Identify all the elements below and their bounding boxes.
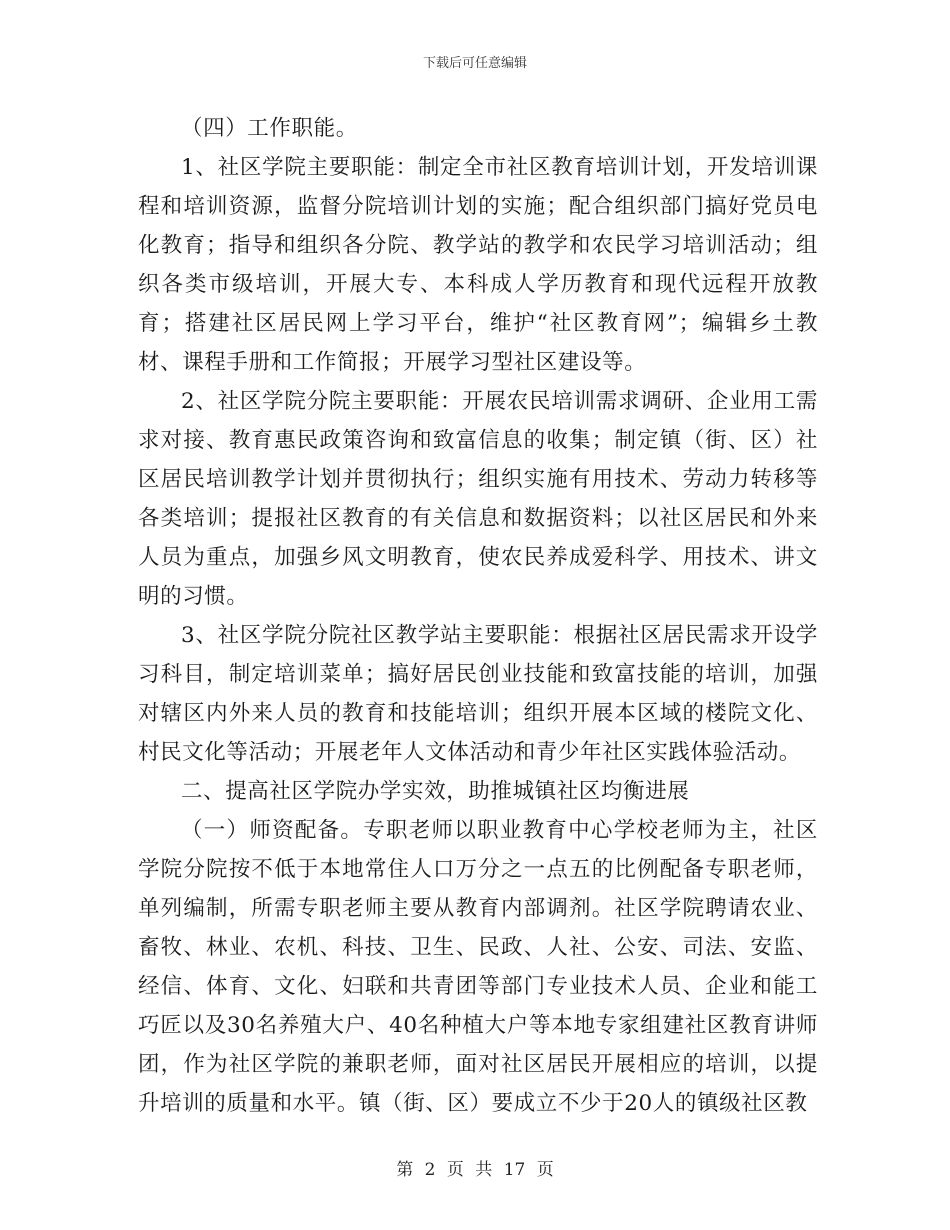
paragraph-station-functions: 3、社区学院分院社区教学站主要职能：根据社区居民需求开设学习科目，制定培训菜单；搞好居民创业技能和致富技能的培训，加强对辖区内外来人员的教育和技能培训；组织开展本区域的楼院文化、村民文化等活动；开展老年人文体活动和青少年社区实践体验活动。 <box>138 623 818 765</box>
section-heading-effectiveness: 二、提高社区学院办学实效，助推城镇社区均衡进展 <box>181 779 690 804</box>
page-header: 下载后可任意编辑 <box>422 56 527 71</box>
paragraph-college-functions: 1、社区学院主要职能：制定全市社区教育培训计划，开发培训课程和培训资源，监督分院培训计划的实施；配合组织部门搞好党员电化教育；指导和组织各分院、教学站的教学和农民学习培训活动；组织各类市级培训，开展大专、本科成人学历教育和现代远程开放教育；搭建社区居民网上学习平台，维护“社区教育网”；编辑乡土教材、课程手册和工作简报；开展学习型社区建设等。 <box>138 155 818 375</box>
document-body <box>138 109 818 1123</box>
paragraph-branch-functions: 2、社区学院分院主要职能：开展农民培训需求调研、企业用工需求对接、教育惠民政策咨询和致富信息的收集；制定镇（街、区）社区居民培训教学计划并贯彻执行；组织实施有用技术、劳动力转移等各类培训；提报社区教育的有关信息和数据资料；以社区居民和外来人员为重点，加强乡风文明教育，使农民养成爱科学、用技术、讲文明的习惯。 <box>138 389 818 609</box>
page-label-suffix: 页 <box>536 1160 554 1180</box>
page-footer <box>0 1155 950 1180</box>
page-label-prefix: 第 <box>396 1160 414 1180</box>
page-label-total-prefix: 共 <box>475 1160 493 1180</box>
page-label-mid: 页 <box>446 1160 464 1180</box>
section-heading-functions: （四）工作职能。 <box>181 116 358 141</box>
page-current-number: 2 <box>424 1160 436 1180</box>
page-total-number: 17 <box>503 1160 526 1180</box>
paragraph-teacher-staffing: （一）师资配备。专职老师以职业教育中心学校老师为主，社区学院分院按不低于本地常住人口万分之一点五的比例配备专职老师，单列编制，所需专职老师主要从教育内部调剂。社区学院聘请农业、畜牧、林业、农机、科技、卫生、民政、人社、公安、司法、安监、经信、体育、文化、妇联和共青团等部门专业技术人员、企业和能工巧匠以及30名养殖大户、40名种植大户等本地专家组建社区教育讲师团，作为社区学院的兼职老师，面对社区居民开展相应的培训，以提升培训的质量和水平。镇（街、区）要成立不少于20人的镇级社区教 <box>138 818 818 1116</box>
